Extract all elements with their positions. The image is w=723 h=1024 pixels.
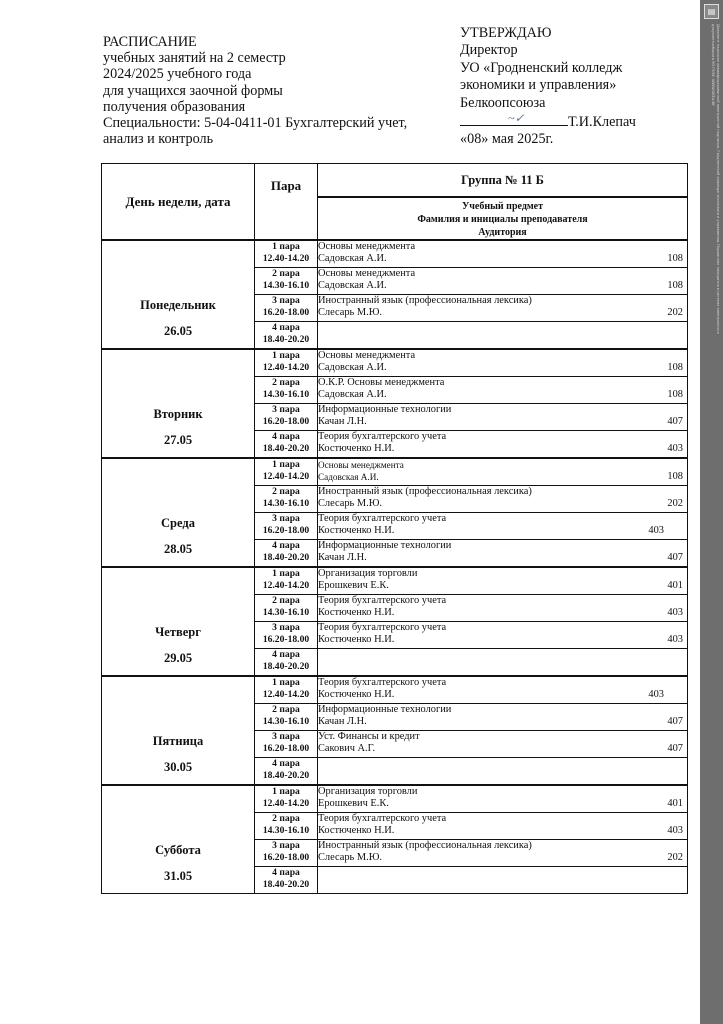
subject-cell bbox=[318, 867, 688, 894]
subject-name: Организация торговли bbox=[318, 786, 418, 797]
subject-name: Теория бухгалтерского учета bbox=[318, 431, 447, 442]
subject-name: Информационные технологии bbox=[318, 404, 452, 415]
room-number: 108 bbox=[667, 253, 683, 265]
subject-cell bbox=[318, 268, 688, 295]
teacher-name: Слесарь М.Ю. bbox=[318, 307, 382, 319]
title-line: РАСПИСАНИЕ bbox=[103, 34, 197, 50]
subject-cell bbox=[318, 813, 688, 840]
para-cell bbox=[255, 431, 318, 459]
room-number: 108 bbox=[667, 389, 683, 401]
para-number: 1 пара bbox=[272, 350, 300, 361]
room-number: 407 bbox=[667, 716, 683, 728]
subject-name: Уст. Финансы и кредит bbox=[318, 731, 420, 742]
para-time: 12.40-14.20 bbox=[262, 253, 310, 265]
para-time: 14.30-16.10 bbox=[262, 280, 310, 292]
table-row bbox=[102, 458, 688, 486]
room-number: 401 bbox=[667, 580, 683, 592]
para-cell bbox=[255, 349, 318, 377]
para-time: 16.20-18.00 bbox=[262, 634, 310, 646]
para-time: 12.40-14.20 bbox=[262, 471, 310, 483]
para-cell bbox=[255, 785, 318, 813]
subject-name: О.К.Р. Основы менеджмента bbox=[318, 377, 445, 388]
subject-cell bbox=[318, 649, 688, 677]
teacher-name: Сакович А.Г. bbox=[318, 743, 376, 755]
para-time: 12.40-14.20 bbox=[262, 580, 310, 592]
subject-name: Основы менеджмента bbox=[318, 241, 416, 252]
para-number: 3 пара bbox=[272, 731, 300, 742]
title-line: Специальности: 5-04-0411-01 Бухгалтерский учет, bbox=[103, 115, 408, 132]
subject-cell bbox=[318, 758, 688, 786]
teacher-name: Костюченко Н.И. bbox=[318, 607, 395, 619]
subheader-subject: Учебный предмет bbox=[461, 201, 544, 212]
para-number: 2 пара bbox=[272, 704, 300, 715]
subject-cell bbox=[318, 704, 688, 731]
para-time: 12.40-14.20 bbox=[262, 362, 310, 374]
teacher-name: Качан Л.Н. bbox=[318, 552, 367, 564]
para-time: 18.40-20.20 bbox=[262, 552, 310, 564]
approve-line: Директор bbox=[460, 42, 518, 59]
day-cell bbox=[102, 567, 255, 676]
subject-cell bbox=[318, 377, 688, 404]
para-time: 16.20-18.00 bbox=[262, 416, 310, 428]
day-date: 29.05 bbox=[163, 651, 193, 665]
para-time: 16.20-18.00 bbox=[262, 307, 310, 319]
teacher-name: Костюченко Н.И. bbox=[318, 634, 395, 646]
para-time: 12.40-14.20 bbox=[262, 689, 310, 701]
teacher-name: Садовская А.И. bbox=[318, 362, 387, 374]
title-line: 2024/2025 учебного года bbox=[103, 66, 252, 83]
subject-cell bbox=[318, 676, 688, 704]
para-cell bbox=[255, 676, 318, 704]
schedule-body bbox=[102, 240, 688, 894]
teacher-name: Костюченко Н.И. bbox=[318, 689, 395, 701]
room-number: 108 bbox=[667, 362, 683, 374]
room-number: 108 bbox=[667, 280, 683, 292]
group-subheader bbox=[318, 198, 687, 239]
room-number: 403 bbox=[667, 825, 683, 837]
subject-name: Основы менеджмента bbox=[318, 350, 416, 361]
teacher-name: Ерошкевич Е.К. bbox=[318, 798, 389, 810]
day-name: Вторник bbox=[153, 407, 203, 421]
teacher-name: Садовская А.И. bbox=[318, 280, 387, 292]
teacher-name: Костюченко Н.И. bbox=[318, 825, 395, 837]
para-number: 4 пара bbox=[272, 322, 300, 333]
para-number: 3 пара bbox=[272, 513, 300, 524]
day-cell bbox=[102, 349, 255, 458]
title-line: учебных занятий на 2 семестр bbox=[103, 50, 286, 67]
room-number: 407 bbox=[667, 552, 683, 564]
signature-mark-icon: ~✓ bbox=[508, 111, 525, 126]
para-time: 18.40-20.20 bbox=[262, 443, 310, 455]
para-cell bbox=[255, 704, 318, 731]
para-number: 1 пара bbox=[272, 568, 300, 579]
para-cell bbox=[255, 458, 318, 486]
title-line: анализ и контроль bbox=[103, 131, 214, 148]
para-cell bbox=[255, 731, 318, 758]
day-name: Пятница bbox=[152, 734, 204, 748]
para-number: 2 пара bbox=[272, 595, 300, 606]
table-row bbox=[102, 567, 688, 595]
subject-name: Теория бухгалтерского учета bbox=[318, 813, 447, 824]
signer-name: Т.И.Клепач bbox=[568, 114, 636, 131]
document-icon: ▤ bbox=[704, 4, 719, 19]
para-number: 2 пара bbox=[272, 813, 300, 824]
teacher-name: Слесарь М.Ю. bbox=[318, 498, 382, 510]
teacher-name: Садовская А.И. bbox=[318, 253, 387, 265]
para-cell bbox=[255, 295, 318, 322]
para-cell bbox=[255, 758, 318, 786]
subject-cell bbox=[318, 486, 688, 513]
para-cell bbox=[255, 240, 318, 268]
para-number: 1 пара bbox=[272, 241, 300, 252]
para-number: 3 пара bbox=[272, 622, 300, 633]
day-cell bbox=[102, 785, 255, 894]
subject-cell bbox=[318, 295, 688, 322]
table-row bbox=[102, 785, 688, 813]
subject-cell bbox=[318, 240, 688, 268]
signature-line bbox=[460, 112, 568, 126]
teacher-name: Слесарь М.Ю. bbox=[318, 852, 382, 864]
subheader-room: Аудитория bbox=[478, 227, 527, 238]
teacher-name: Качан Л.Н. bbox=[318, 416, 367, 428]
teacher-name: Качан Л.Н. bbox=[318, 716, 367, 728]
para-cell bbox=[255, 622, 318, 649]
table-row bbox=[102, 676, 688, 704]
day-name: Понедельник bbox=[140, 298, 216, 312]
day-cell bbox=[102, 240, 255, 349]
room-number: 108 bbox=[667, 471, 683, 483]
room-number: 403 bbox=[667, 607, 683, 619]
room-number: 403 bbox=[667, 443, 683, 455]
subject-cell bbox=[318, 431, 688, 459]
para-number: 2 пара bbox=[272, 377, 300, 388]
teacher-name: Костюченко Н.И. bbox=[318, 525, 395, 537]
column-header-day: День недели, дата bbox=[102, 164, 255, 241]
teacher-name: Садовская А.И. bbox=[318, 389, 387, 401]
room-number: 407 bbox=[667, 416, 683, 428]
subject-cell bbox=[318, 404, 688, 431]
para-number: 1 пара bbox=[272, 459, 300, 470]
subject-cell bbox=[318, 349, 688, 377]
para-time: 16.20-18.00 bbox=[262, 525, 310, 537]
room-number: 403 bbox=[648, 525, 664, 537]
approve-line: экономики и управления» bbox=[460, 77, 617, 94]
subject-cell bbox=[318, 840, 688, 867]
room-number: 202 bbox=[667, 852, 683, 864]
e-signature-text: Документ подписан квалифицированной электронной подписью. Гродненский колледж экономики и управления. Подлинник находится в системе электронного документооборота УО ГКЭУ. WWW.GKEU.BY bbox=[711, 24, 720, 334]
day-date: 30.05 bbox=[163, 760, 193, 774]
subject-name: Основы менеджмента bbox=[318, 268, 416, 279]
subject-name: Основы менеджмента bbox=[318, 460, 404, 470]
room-number: 403 bbox=[648, 689, 664, 701]
para-time: 12.40-14.20 bbox=[262, 798, 310, 810]
day-name: Суббота bbox=[155, 843, 201, 857]
subject-name: Иностранный язык (профессиональная лексика) bbox=[318, 295, 532, 306]
para-time: 14.30-16.10 bbox=[262, 389, 310, 401]
room-number: 407 bbox=[667, 743, 683, 755]
approve-line: УО «Гродненский колледж bbox=[460, 59, 623, 76]
column-header-para: Пара bbox=[255, 164, 318, 241]
para-number: 3 пара bbox=[272, 840, 300, 851]
para-time: 18.40-20.20 bbox=[262, 661, 310, 673]
para-time: 18.40-20.20 bbox=[262, 879, 310, 891]
para-time: 14.30-16.10 bbox=[262, 825, 310, 837]
para-cell bbox=[255, 540, 318, 568]
subject-cell bbox=[318, 513, 688, 540]
para-cell bbox=[255, 268, 318, 295]
e-signature-strip bbox=[700, 0, 723, 1024]
subheader-teacher: Фамилия и инициалы преподавателя bbox=[417, 214, 588, 225]
subject-name: Иностранный язык (профессиональная лексика) bbox=[318, 840, 532, 851]
subject-cell bbox=[318, 322, 688, 350]
subject-name: Информационные технологии bbox=[318, 704, 452, 715]
approve-line: Белкоопсоюза bbox=[460, 94, 546, 111]
room-number: 202 bbox=[667, 498, 683, 510]
room-number: 403 bbox=[667, 634, 683, 646]
teacher-name: Костюченко Н.И. bbox=[318, 443, 395, 455]
para-time: 14.30-16.10 bbox=[262, 716, 310, 728]
para-number: 2 пара bbox=[272, 268, 300, 279]
subject-name: Организация торговли bbox=[318, 568, 418, 579]
day-cell bbox=[102, 676, 255, 785]
approval-block bbox=[460, 25, 700, 149]
schedule-title-block bbox=[103, 34, 433, 147]
subject-name: Теория бухгалтерского учета bbox=[318, 677, 447, 688]
para-number: 4 пара bbox=[272, 431, 300, 442]
para-number: 4 пара bbox=[272, 649, 300, 660]
day-date: 31.05 bbox=[163, 869, 193, 883]
column-header-group bbox=[318, 164, 688, 241]
para-time: 14.30-16.10 bbox=[262, 607, 310, 619]
para-cell bbox=[255, 595, 318, 622]
day-cell bbox=[102, 458, 255, 567]
title-line: для учащихся заочной формы bbox=[103, 82, 283, 99]
approve-line: УТВЕРЖДАЮ bbox=[460, 25, 552, 41]
para-cell bbox=[255, 649, 318, 677]
para-cell bbox=[255, 486, 318, 513]
day-date: 26.05 bbox=[163, 324, 193, 338]
para-cell bbox=[255, 404, 318, 431]
subject-cell bbox=[318, 540, 688, 568]
room-number: 202 bbox=[667, 307, 683, 319]
table-row bbox=[102, 349, 688, 377]
para-number: 4 пара bbox=[272, 867, 300, 878]
group-title: Группа № 11 Б bbox=[318, 164, 687, 198]
para-number: 4 пара bbox=[272, 540, 300, 551]
signature-row bbox=[460, 112, 700, 131]
para-cell bbox=[255, 567, 318, 595]
para-number: 3 пара bbox=[272, 295, 300, 306]
para-cell bbox=[255, 513, 318, 540]
title-line: получения образования bbox=[103, 98, 246, 115]
day-name: Четверг bbox=[155, 625, 201, 639]
subject-cell bbox=[318, 731, 688, 758]
para-time: 16.20-18.00 bbox=[262, 743, 310, 755]
subject-cell bbox=[318, 622, 688, 649]
day-date: 27.05 bbox=[163, 433, 193, 447]
room-number: 401 bbox=[667, 798, 683, 810]
para-time: 14.30-16.10 bbox=[262, 498, 310, 510]
day-date: 28.05 bbox=[163, 542, 193, 556]
subject-name: Теория бухгалтерского учета bbox=[318, 622, 447, 633]
day-name: Среда bbox=[161, 516, 195, 530]
subject-name: Информационные технологии bbox=[318, 540, 452, 551]
subject-name: Теория бухгалтерского учета bbox=[318, 595, 447, 606]
para-time: 16.20-18.00 bbox=[262, 852, 310, 864]
para-time: 18.40-20.20 bbox=[262, 334, 310, 346]
para-time: 18.40-20.20 bbox=[262, 770, 310, 782]
para-cell bbox=[255, 813, 318, 840]
subject-name: Теория бухгалтерского учета bbox=[318, 513, 447, 524]
teacher-name: Ерошкевич Е.К. bbox=[318, 580, 389, 592]
subject-cell bbox=[318, 595, 688, 622]
subject-cell bbox=[318, 785, 688, 813]
para-number: 3 пара bbox=[272, 404, 300, 415]
para-cell bbox=[255, 840, 318, 867]
para-number: 4 пара bbox=[272, 758, 300, 769]
para-number: 1 пара bbox=[272, 786, 300, 797]
para-number: 1 пара bbox=[272, 677, 300, 688]
approval-date: «08» мая 2025г. bbox=[460, 131, 554, 148]
subject-cell bbox=[318, 458, 688, 486]
table-row bbox=[102, 240, 688, 268]
teacher-name: Садовская А.И. bbox=[318, 472, 379, 483]
schedule-table bbox=[101, 163, 688, 894]
para-cell bbox=[255, 867, 318, 894]
subject-cell bbox=[318, 567, 688, 595]
para-cell bbox=[255, 322, 318, 350]
para-number: 2 пара bbox=[272, 486, 300, 497]
subject-name: Иностранный язык (профессиональная лексика) bbox=[318, 486, 532, 497]
para-cell bbox=[255, 377, 318, 404]
